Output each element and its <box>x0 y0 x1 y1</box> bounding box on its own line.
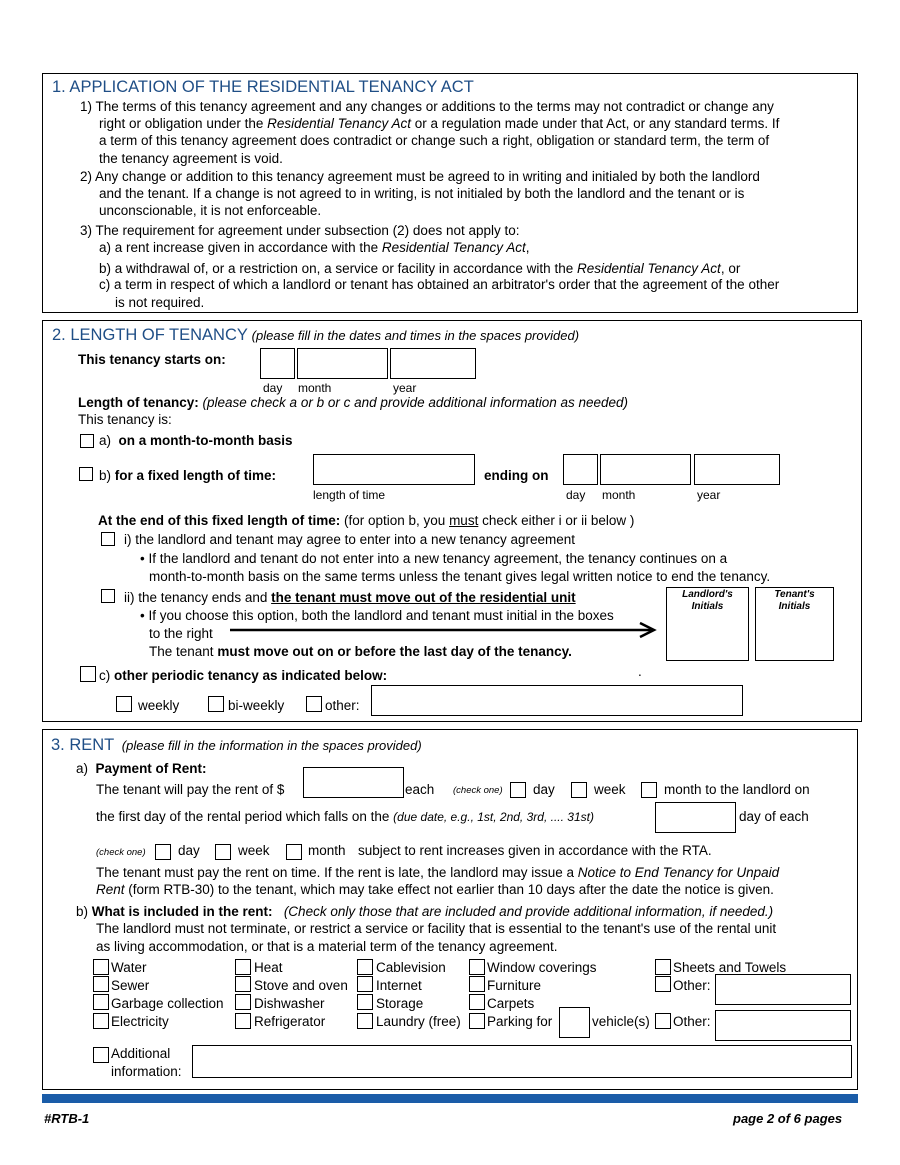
vehicles-label: vehicle(s) <box>592 1014 650 1029</box>
end-year-caption: year <box>697 488 721 502</box>
s1-item-b: b) a withdrawal of, or a restriction on, a service or facility in accordance with the Residential Tenancy Act, or <box>99 261 741 276</box>
option-ii-move-out-note: The tenant must move out on or before the last day of the tenancy. <box>149 644 572 659</box>
end-month-field[interactable] <box>600 454 691 485</box>
parking-checkbox[interactable] <box>469 1013 485 1029</box>
option-c-label: c) other periodic tenancy as indicated below: <box>99 668 388 683</box>
option-c-checkbox[interactable] <box>80 666 96 682</box>
garbage-label: Garbage collection <box>111 996 224 1011</box>
rent-period-week-checkbox[interactable] <box>571 782 587 798</box>
section-2-note: (please fill in the dates and times in the spaces provided) <box>251 328 580 343</box>
stove-checkbox[interactable] <box>235 976 251 992</box>
day-of-each-label: day of each <box>739 809 809 824</box>
other-1-label: Other: <box>673 978 711 993</box>
rent-period-month-label: month to the landlord on <box>664 782 810 797</box>
tenancy-is-label: This tenancy is: <box>78 412 172 427</box>
section-3-note: (please fill in the information in the spaces provided) <box>121 738 422 753</box>
start-day-field[interactable] <box>260 348 295 379</box>
end-month-caption: month <box>602 488 636 502</box>
biweekly-checkbox[interactable] <box>208 696 224 712</box>
option-ii-checkbox[interactable] <box>101 589 115 603</box>
section-1-title: 1. APPLICATION OF THE RESIDENTIAL TENANCY ACT <box>52 78 474 96</box>
arrow-right-icon <box>230 621 658 639</box>
rent-amount-text: The tenant will pay the rent of $ <box>96 782 285 797</box>
sheets-towels-checkbox[interactable] <box>655 959 671 975</box>
stove-label: Stove and oven <box>254 978 348 993</box>
s1-para-1-line-1: 1) The terms of this tenancy agreement and any changes or additions to the terms may not contradict or change any <box>80 99 774 114</box>
length-of-time-caption: length of time <box>313 488 386 502</box>
late-rent-line-1: The tenant must pay the rent on time. If the rent is late, the landlord may issue a Notice to End Tenancy for Unpaid <box>96 865 780 880</box>
parking-count-field[interactable] <box>559 1007 590 1038</box>
additional-info-checkbox[interactable] <box>93 1047 109 1063</box>
rent-amount-field[interactable] <box>303 767 404 798</box>
furniture-checkbox[interactable] <box>469 976 485 992</box>
weekly-label: weekly <box>138 698 180 713</box>
due-period-month-checkbox[interactable] <box>286 844 302 860</box>
end-year-field[interactable] <box>694 454 780 485</box>
s1-para-2-line-3: unconscionable, it is not enforceable. <box>99 203 322 218</box>
start-year-caption: year <box>393 381 417 395</box>
dishwasher-label: Dishwasher <box>254 996 325 1011</box>
section-3-heading <box>51 736 422 756</box>
carpets-label: Carpets <box>487 996 535 1011</box>
parking-label: Parking for <box>487 1014 553 1029</box>
heat-checkbox[interactable] <box>235 959 251 975</box>
s1-item-c-line-1: c) a term in respect of which a landlord or tenant has obtained an arbitrator's order that the agreement of the other <box>99 277 780 292</box>
rent-increase-note: subject to rent increases given in accordance with the RTA. <box>358 843 712 858</box>
due-period-week-checkbox[interactable] <box>215 844 231 860</box>
landlord-initials-label: Landlord's Initials <box>682 589 733 612</box>
start-year-field[interactable] <box>390 348 476 379</box>
form-id: #RTB-1 <box>44 1111 90 1126</box>
other-2-checkbox[interactable] <box>655 1013 671 1029</box>
other-1-field[interactable] <box>715 974 851 1005</box>
water-checkbox[interactable] <box>93 959 109 975</box>
cablevision-checkbox[interactable] <box>357 959 373 975</box>
s1-para-3: 3) The requirement for agreement under subsection (2) does not apply to: <box>80 223 520 238</box>
payment-of-rent-heading: a) Payment of Rent: <box>76 761 207 776</box>
laundry-checkbox[interactable] <box>357 1013 373 1029</box>
rent-period-month-checkbox[interactable] <box>641 782 657 798</box>
due-period-day-label: day <box>178 843 200 858</box>
electricity-checkbox[interactable] <box>93 1013 109 1029</box>
due-date-text: the first day of the rental period which falls on the (due date, e.g., 1st, 2nd, 3rd, .... 31st) <box>96 809 594 824</box>
heat-label: Heat <box>254 960 283 975</box>
section-2-heading <box>52 326 579 346</box>
sewer-checkbox[interactable] <box>93 976 109 992</box>
s1-para-2-line-1: 2) Any change or addition to this tenancy agreement must be agreed to in writing and initialed by both the landlord <box>80 169 760 184</box>
end-day-field[interactable] <box>563 454 598 485</box>
window-coverings-checkbox[interactable] <box>469 959 485 975</box>
due-period-month-label: month <box>308 843 346 858</box>
dishwasher-checkbox[interactable] <box>235 994 251 1010</box>
start-month-field[interactable] <box>297 348 388 379</box>
included-heading: b) What is included in the rent: (Check only those that are included and provide additional information, if needed.) <box>76 904 774 919</box>
due-period-week-label: week <box>238 843 270 858</box>
furniture-label: Furniture <box>487 978 542 993</box>
cablevision-label: Cablevision <box>376 960 446 975</box>
s1-para-2-line-2: and the tenant. If a change is not agreed to in writing, is not initialed by both the landlord and the tenant or is <box>99 186 745 201</box>
other-2-label: Other: <box>673 1014 711 1029</box>
other-period-checkbox[interactable] <box>306 696 322 712</box>
window-coverings-label: Window coverings <box>487 960 597 975</box>
starts-on-label: This tenancy starts on: <box>78 352 226 367</box>
water-label: Water <box>111 960 147 975</box>
rent-period-day-checkbox[interactable] <box>510 782 526 798</box>
s1-item-c-line-2: is not required. <box>115 295 205 310</box>
page-number: page 2 of 6 pages <box>733 1111 843 1126</box>
refrigerator-label: Refrigerator <box>254 1014 326 1029</box>
option-b-label: b) for a fixed length of time: <box>99 468 277 483</box>
s1-item-a: a) a rent increase given in accordance with the Residential Tenancy Act, <box>99 240 530 255</box>
length-of-tenancy-label: Length of tenancy: (please check a or b or c and provide additional information as needed) <box>78 395 629 410</box>
tenant-initials-label: Tenant's Initials <box>774 589 815 612</box>
s1-para-1-line-2: right or obligation under the Residential Tenancy Act or a regulation made under that Act, or any standard terms. If <box>99 116 780 131</box>
start-day-caption: day <box>263 381 283 395</box>
storage-checkbox[interactable] <box>357 994 373 1010</box>
ending-on-label: ending on <box>484 468 549 483</box>
option-ii-bullet-line-2: to the right <box>149 626 213 641</box>
option-b-checkbox[interactable] <box>79 467 93 481</box>
due-period-day-checkbox[interactable] <box>155 844 171 860</box>
section-3-title: 3. RENT <box>51 736 115 754</box>
stray-dot: . <box>638 664 642 679</box>
refrigerator-checkbox[interactable] <box>235 1013 251 1029</box>
internet-checkbox[interactable] <box>357 976 373 992</box>
sewer-label: Sewer <box>111 978 150 993</box>
check-one-note-1: (check one) <box>453 785 503 796</box>
other-period-field[interactable] <box>371 685 743 716</box>
additional-info-field[interactable] <box>192 1045 852 1078</box>
s1-para-1-line-3: a term of this tenancy agreement does contradict or change such a right, obligation or standard term, the term of <box>99 133 770 148</box>
biweekly-label: bi-weekly <box>228 698 285 713</box>
section-2-title: 2. LENGTH OF TENANCY <box>52 326 248 344</box>
included-para-line-1: The landlord must not terminate, or restrict a service or facility that is essential to the tenant's use of the rental unit <box>96 921 777 936</box>
option-a-label: a) on a month-to-month basis <box>99 433 293 448</box>
start-month-caption: month <box>298 381 332 395</box>
option-i-label: i) the landlord and tenant may agree to enter into a new tenancy agreement <box>124 532 576 547</box>
laundry-label: Laundry (free) <box>376 1014 461 1029</box>
due-date-field[interactable] <box>655 802 736 833</box>
footer-rule <box>42 1094 858 1103</box>
option-i-bullet-line-2: month-to-month basis on the same terms unless the tenant gives legal written notice to end the tenancy. <box>149 569 771 584</box>
weekly-checkbox[interactable] <box>116 696 132 712</box>
option-i-bullet-line-1: • If the landlord and tenant do not enter into a new tenancy agreement, the tenancy continues on a <box>140 551 728 566</box>
option-i-checkbox[interactable] <box>101 532 115 546</box>
rent-period-day-label: day <box>533 782 555 797</box>
option-ii-label: ii) the tenancy ends and the tenant must move out of the residential unit <box>124 590 576 605</box>
included-para-line-2: as living accommodation, or that is a material term of the tenancy agreement. <box>96 939 558 954</box>
length-of-time-field[interactable] <box>313 454 475 485</box>
other-2-field[interactable] <box>715 1010 851 1041</box>
late-rent-line-2: Rent (form RTB-30) to the tenant, which may take effect not earlier than 10 days after the date the notice is given. <box>96 882 774 897</box>
option-ii-bullet-line-1: • If you choose this option, both the landlord and tenant must initial in the boxes <box>140 608 614 623</box>
additional-info-label: Additional information: <box>111 1046 182 1079</box>
rent-period-week-label: week <box>594 782 626 797</box>
storage-label: Storage <box>376 996 424 1011</box>
electricity-label: Electricity <box>111 1014 169 1029</box>
s1-para-1-line-4: the tenancy agreement is void. <box>99 151 283 166</box>
carpets-checkbox[interactable] <box>469 994 485 1010</box>
other-period-label: other: <box>325 698 360 713</box>
each-label: each <box>405 782 435 797</box>
other-1-checkbox[interactable] <box>655 976 671 992</box>
internet-label: Internet <box>376 978 422 993</box>
garbage-checkbox[interactable] <box>93 994 109 1010</box>
option-a-checkbox[interactable] <box>80 434 94 448</box>
end-day-caption: day <box>566 488 586 502</box>
sheets-towels-label: Sheets and Towels <box>673 960 787 975</box>
check-one-note-2: (check one) <box>96 847 146 858</box>
end-of-fixed-term-label: At the end of this fixed length of time: (for option b, you must check either i or ii below ) <box>98 513 635 528</box>
